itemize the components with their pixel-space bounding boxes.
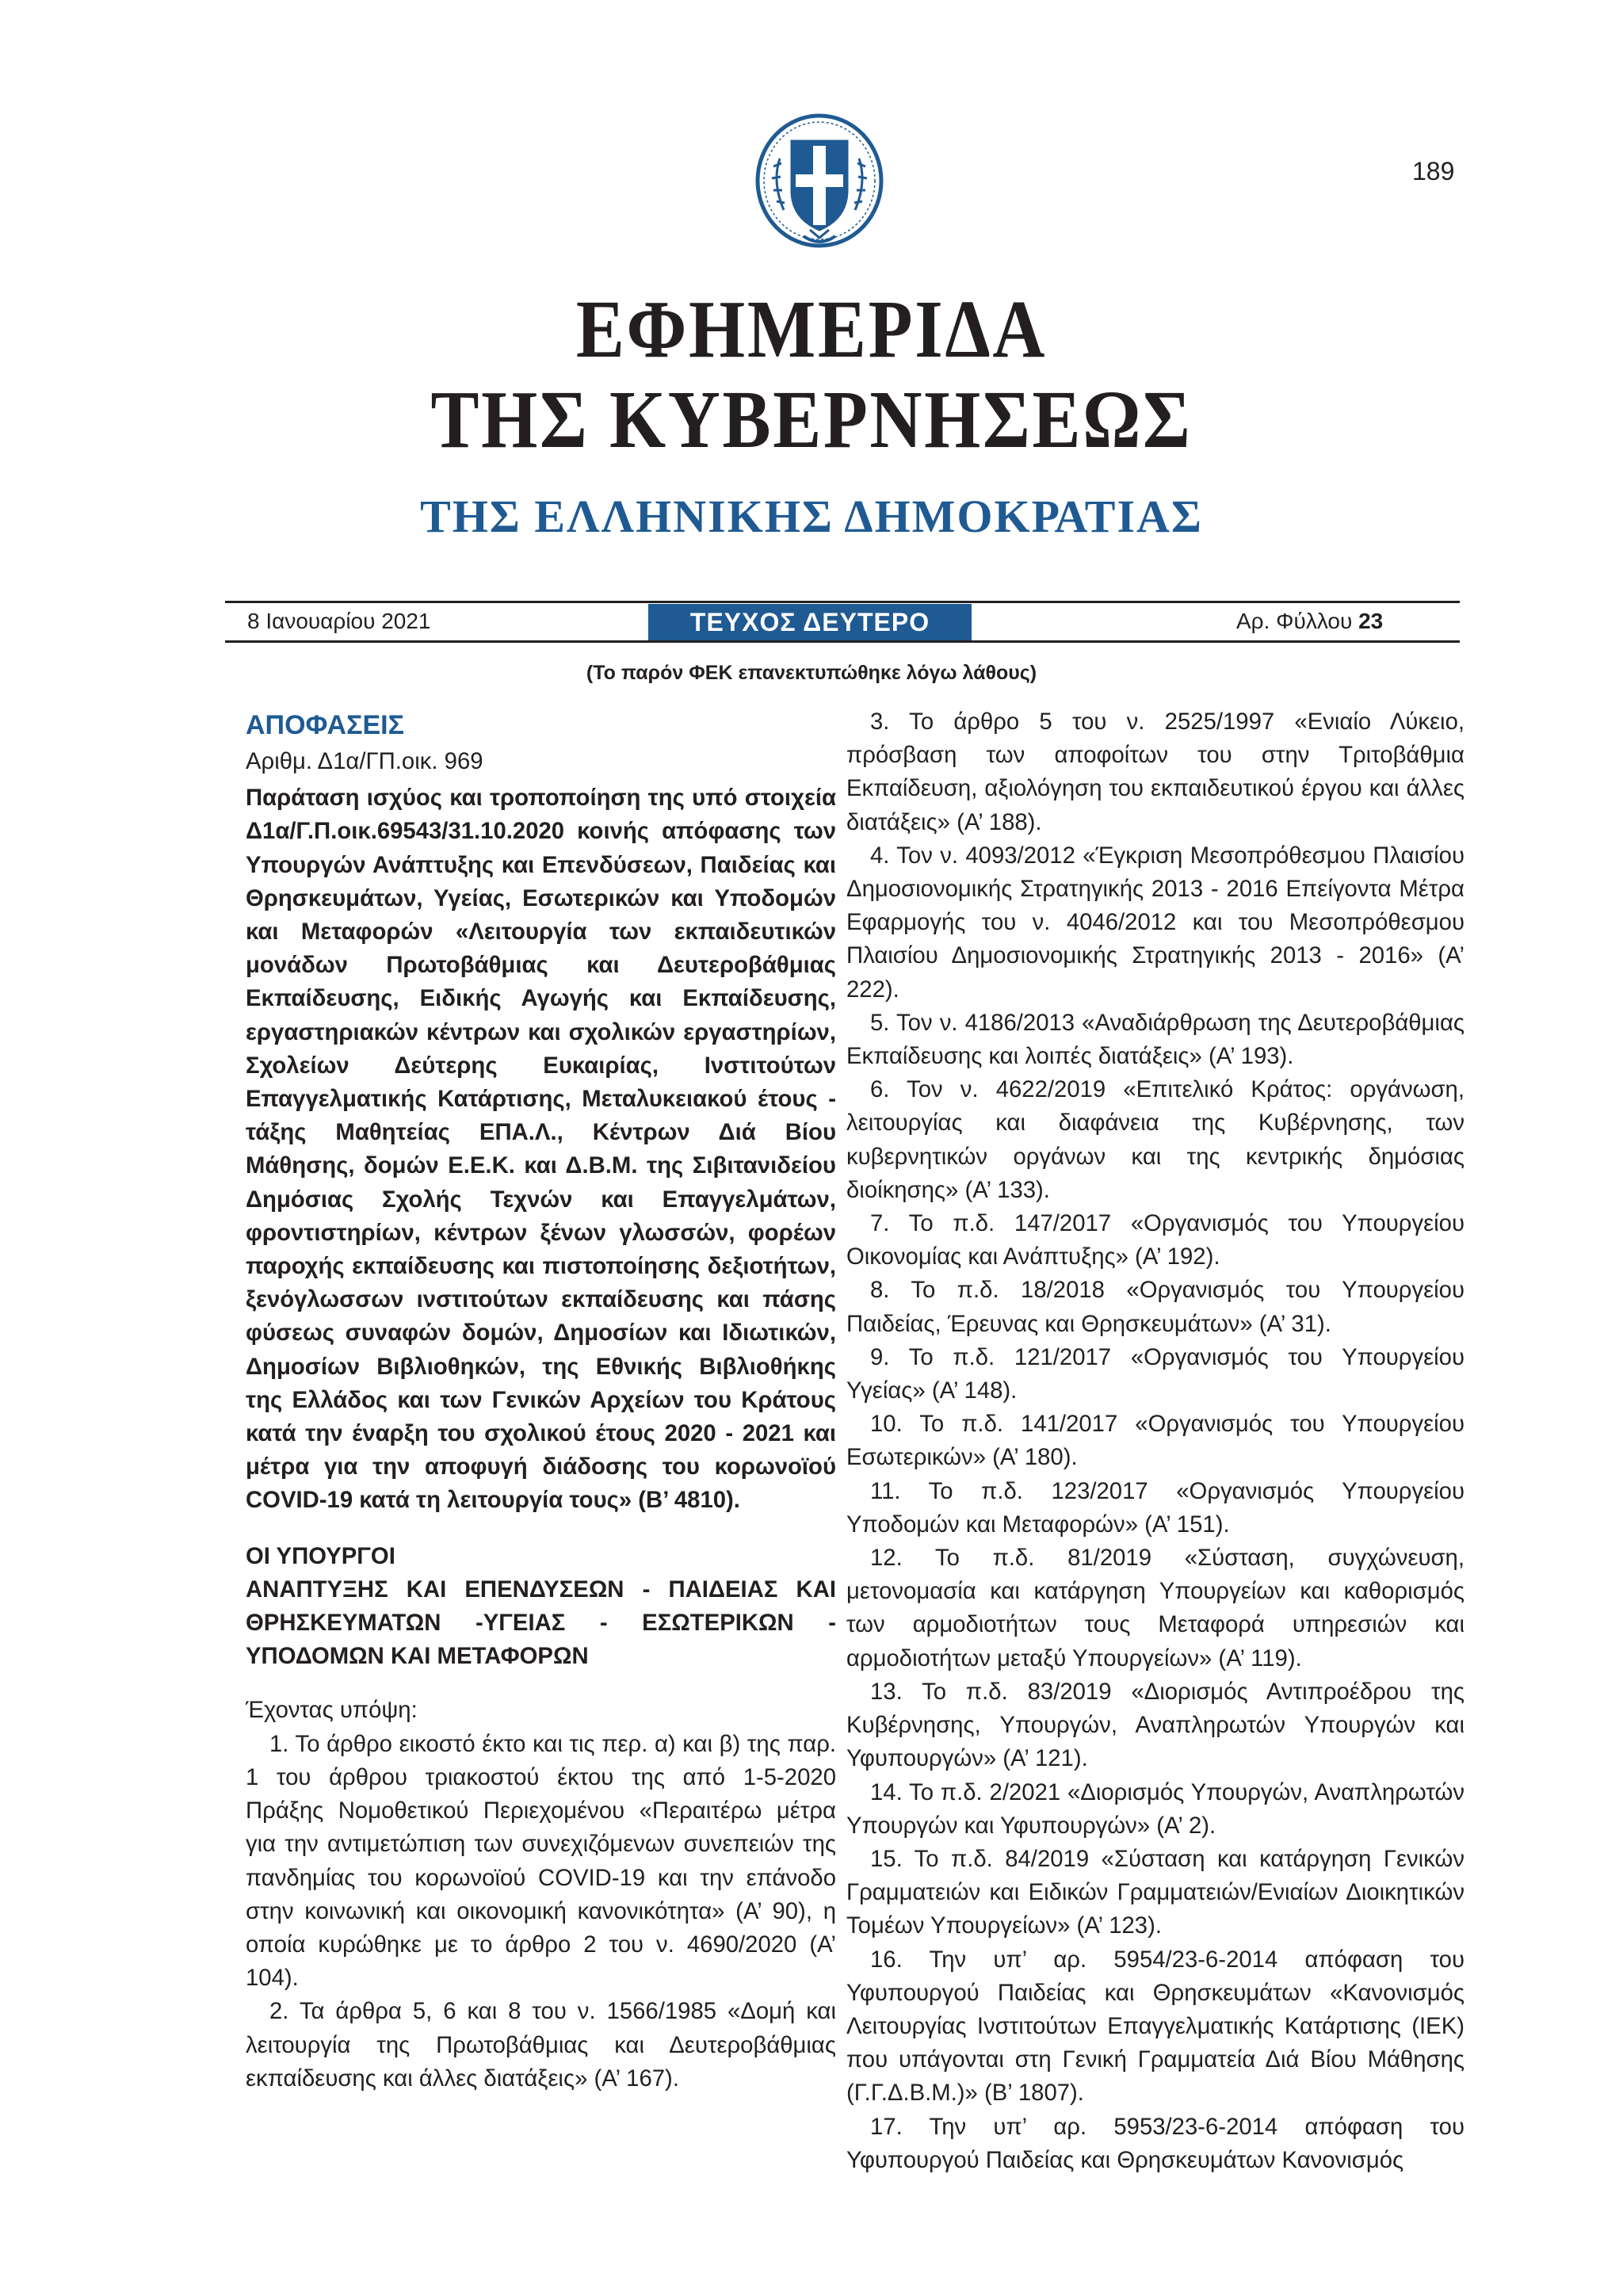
page-number: 189 xyxy=(1412,157,1455,185)
sheet-number-label: Αρ. Φύλλου xyxy=(1236,609,1353,633)
legal-basis-item: 5. Τον ν. 4186/2013 «Αναδιάρθρωση της Δευτεροβάθμιας Εκπαίδευσης και λοιπές διατάξεις» (Α’ 193). xyxy=(846,1009,1465,1070)
ministers-heading: ΟΙ ΥΠΟΥΡΓΟΙ xyxy=(246,1542,395,1569)
legal-basis-item: 12. Το π.δ. 81/2019 «Σύσταση, συγχώνευση, μετονομασία και κατάργηση Υπουργείων και καθορισμός των αρμοδιοτήτων τους Μεταφορά υπηρεσιών και αρμοδιοτήτων μεταξύ Υπουργείων» (Α’ 119). xyxy=(846,1545,1465,1671)
issue-date: 8 Ιανουαρίου 2021 xyxy=(247,609,431,633)
legal-basis-item: 2. Τα άρθρα 5, 6 και 8 του ν. 1566/1985 «Δομή και λειτουργία της Πρωτοβάθμιας και Δευτεροβάθμιας εκπαίδευσης και άλλες διατάξεις» (Α’ 167). xyxy=(246,1998,836,2092)
legal-basis-item: 7. Το π.δ. 147/2017 «Οργανισμός του Υπουργείου Οικονομίας και Ανάπτυξης» (Α’ 192). xyxy=(846,1210,1465,1270)
masthead-title-line1: ΕΦΗΜΕΡΙΔΑ xyxy=(575,284,1048,375)
legal-basis-item: 11. Το π.δ. 123/2017 «Οργανισμός Υπουργείου Υποδομών και Μεταφορών» (Α’ 151). xyxy=(846,1477,1465,1538)
right-column xyxy=(846,705,1465,2177)
legal-basis-item: 9. Το π.δ. 121/2017 «Οργανισμός του Υπουργείου Υγείας» (Α’ 148). xyxy=(846,1343,1465,1404)
info-bar-top-rule xyxy=(225,601,1460,603)
legal-basis-item: 4. Τον ν. 4093/2012 «Έγκριση Μεσοπρόθεσμου Πλαισίου Δημοσιονομικής Στρατηγικής 2013 - 2016 Επείγοντα Μέτρα Εφαρμογής του ν. 4046/2012 και του Μεσοπρόθεσμου Πλαισίου Δημοσιονομικής Στρατηγικής 2013 - 2016» (Α’ 222). xyxy=(846,842,1465,1003)
issue-type-box: ΤΕΥΧΟΣ ΔΕΥΤΕΡΟ xyxy=(648,604,972,640)
sheet-number-line xyxy=(1236,609,1383,634)
sheet-number: 23 xyxy=(1358,609,1384,633)
masthead-title-line2: ΤΗΣ ΚΥΒΕΡΝΗΣΕΩΣ xyxy=(430,374,1193,465)
decision-title: Παράταση ισχύος και τροποποίηση της υπό στοιχεία Δ1α/Γ.Π.οικ.69543/31.10.2020 κοινής απόφασης των Υπουργών Ανάπτυξης και Επενδύσεων, Παιδείας και Θρησκευμάτων, Υγείας, Εσωτερικών και Υποδομών και Μεταφορών «Λειτουργία των εκπαιδευτικών μονάδων Πρωτοβάθμιας και Δευτεροβάθμιας Εκπαίδευσης, Ειδικής Αγωγής και Εκπαίδευσης, εργαστηριακών κέντρων και σχολικών εργαστηρίων, Σχολείων Δεύτερης Ευκαιρίας, Ινστιτούτων Επαγγελματικής Κατάρτισης, Μεταλυκειακού έτους - τάξης Μαθητείας ΕΠΑ.Λ., Κέντρων Διά Βίου Μάθησης, δομών Ε.Ε.Κ. και Δ.Β.Μ. της Σιβιτανιδείου Δημόσιας Σχολής Τεχνών και Επαγγελμάτων, φροντιστηρίων, κέντρων ξένων γλωσσών, φορέων παροχής εκπαίδευσης και πιστοποίησης δεξιοτήτων, ξενόγλωσσων ινστιτούτων εκπαίδευσης και πάσης φύσεως συναφών δομών, Δημοσίων και Ιδιωτικών, Δημοσίων Βιβλιοθηκών, της Εθνικής Βιβλιοθήκης της Ελλάδος και των Γενικών Αρχείων του Κράτους κατά την έναρξη του σχολικού έτους 2020 - 2021 και μέτρα για την αποφυγή διάδοσης του κορωνοϊού COVID-19 κατά τη λειτουργία τους» (Β’ 4810). xyxy=(246,785,836,1514)
legal-basis-item: 10. Το π.δ. 141/2017 «Οργανισμός του Υπουργείου Εσωτερικών» (Α’ 180). xyxy=(846,1411,1465,1471)
legal-basis-item: 14. Το π.δ. 2/2021 «Διορισμός Υπουργών, Αναπληρωτών Υπουργών και Υφυπουργών» (Α’ 2). xyxy=(846,1778,1465,1839)
legal-basis-item: 1. Το άρθρο εικοστό έκτο και τις περ. α) και β) της παρ. 1 του άρθρου τριακοστού έκτου της από 1-5-2020 Πράξης Νομοθετικού Περιεχομένου «Περαιτέρω μέτρα για την αντιμετώπιση των συνεχιζόμενων συνεπειών της πανδημίας του κορωνοϊού COVID-19 και την επάνοδο στην κοινωνική και οικονομική κανονικότητα» (Α’ 90), η οποία κυρώθηκε με το άρθρο 2 του ν. 4690/2020 (Α’ 104). xyxy=(246,1730,836,1992)
masthead-subtitle: ΤΗΣ ΕΛΛΗΝΙΚΗΣ ΔΗΜΟΚΡΑΤΙΑΣ xyxy=(420,491,1203,542)
legal-basis-item: 13. Το π.δ. 83/2019 «Διορισμός Αντιπροέδρου της Κυβέρνησης, Υπουργών, Αναπληρωτών Υπουργών και Υφυπουργών» (Α’ 121). xyxy=(846,1678,1465,1772)
section-heading: ΑΠΟΦΑΣΕΙΣ xyxy=(246,710,405,740)
legal-basis-item: 15. Το π.δ. 84/2019 «Σύσταση και κατάργηση Γενικών Γραμματειών και Ειδικών Γραμματειών/Ενιαίων Διοικητικών Τομέων Υπουργείων» (Α’ 123). xyxy=(846,1845,1465,1939)
legal-basis-item: 3. Το άρθρο 5 του ν. 2525/1997 «Ενιαίο Λύκειο, πρόσβαση των αποφοίτων του στην Τριτοβάθμια Εκπαίδευση, αξιολόγηση του εκπαιδευτικού έργου και άλλες διατάξεις» (Α’ 188). xyxy=(846,709,1465,835)
legal-basis-item: 16. Την υπ’ αρ. 5954/23-6-2014 απόφαση του Υφυπουργού Παιδείας και Θρησκευμάτων «Κανονισμός Λειτουργίας Ινστιτούτων Επαγγελματικής Κατάρτισης (ΙΕΚ) που υπάγονται στη Γενική Γραμματεία Διά Βίου Μάθησης (Γ.Γ.Δ.Β.Μ.)» (Β’ 1807). xyxy=(846,1946,1465,2107)
left-column xyxy=(246,705,836,2095)
legal-basis-item: 17. Την υπ’ αρ. 5953/23-6-2014 απόφαση του Υφυπουργού Παιδείας και Θρησκευμάτων Κανονισμός xyxy=(846,2113,1465,2173)
legal-basis-item: 8. Το π.δ. 18/2018 «Οργανισμός του Υπουργείου Παιδείας, Έρευνας και Θρησκευμάτων» (Α’ 31). xyxy=(846,1277,1465,1337)
decision-number: Αριθμ. Δ1α/ΓΠ.οικ. 969 xyxy=(246,748,483,774)
legal-basis-item: 6. Τον ν. 4622/2019 «Επιτελικό Κράτος: οργάνωση, λειτουργίας και διαφάνεια της Κυβέρνησης, των κυβερνητικών οργάνων και της κεντρικής δημόσιας διοίκησης» (Α’ 133). xyxy=(846,1076,1465,1203)
reprint-note: (Το παρόν ΦΕΚ επανεκτυπώθηκε λόγω λάθους) xyxy=(586,662,1037,684)
ministers-list: ΑΝΑΠΤΥΞΗΣ ΚΑΙ ΕΠΕΝΔΥΣΕΩΝ - ΠΑΙΔΕΙΑΣ ΚΑΙ ΘΡΗΣΚΕΥΜΑΤΩΝ -ΥΓΕΙΑΣ - ΕΣΩΤΕΡΙΚΩΝ - ΥΠΟΔΟΜΩΝ ΚΑΙ ΜΕΤΑΦΟΡΩΝ xyxy=(246,1576,836,1670)
info-bar-bottom-rule xyxy=(225,640,1460,643)
having-regard-label: Έχοντας υπόψη: xyxy=(246,1697,418,1724)
greek-coat-of-arms-emblem xyxy=(748,111,891,269)
